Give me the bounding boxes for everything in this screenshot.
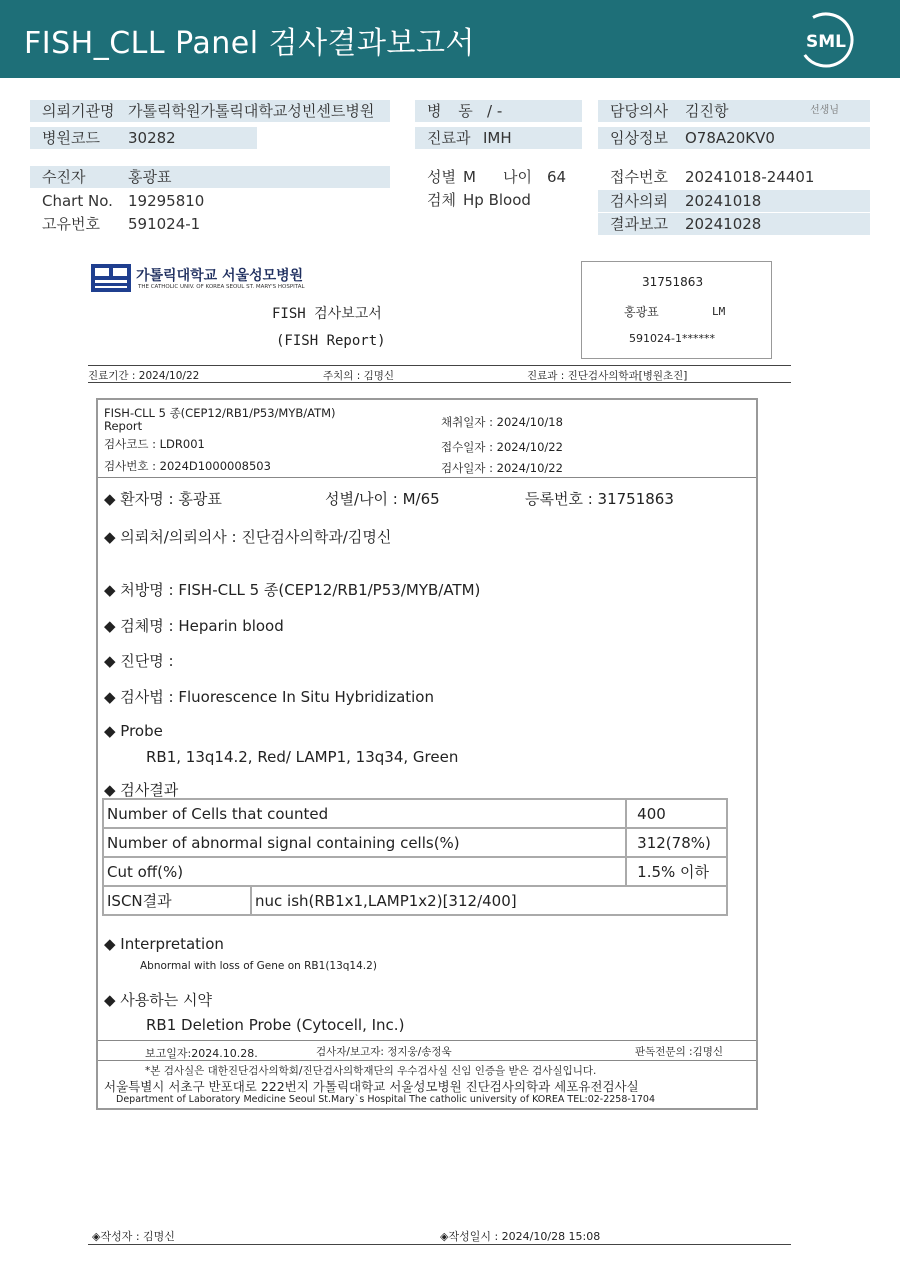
divider (98, 1060, 756, 1061)
method-line: ◆ 검사법 : Fluorescence In Situ Hybridization (104, 688, 434, 706)
visit-department: 진료과 : 진단검사의학과[병원초진] (527, 370, 688, 382)
registration-line: 등록번호 : 31751863 (525, 490, 674, 508)
test-name: FISH-CLL 5 종(CEP12/RB1/P53/MYB/ATM) (104, 406, 336, 420)
doctor-field: 담당의사 김진항 선생님 (598, 100, 870, 122)
interpretation-value: Abnormal with loss of Gene on RB1(13q14.2) (140, 960, 377, 972)
table-row: Cut off(%) 1.5% 이하 (103, 857, 727, 886)
test-code: 검사코드 : LDR001 (104, 437, 205, 451)
exam-date: 검사일자 : 2024/10/22 (441, 461, 563, 475)
institution-field: 의뢰기관명 가톨릭학원가톨릭대학교성빈센트병원 (30, 100, 390, 122)
divider (98, 1040, 756, 1041)
lab-address: 서울특별시 서초구 반포대로 222번지 가톨릭대학교 서울성모병원 진단검사의학과 세포유전검사실 (104, 1079, 639, 1094)
hospital-name-en: THE CATHOLIC UNIV. OF KOREA SEOUL ST. MARY'S HOSPITAL (138, 284, 305, 290)
specimen-field: 검체 Hp Blood (427, 191, 531, 209)
divider (98, 477, 756, 478)
receipt-no-field: 접수번호 20241018-24401 (610, 168, 815, 186)
page-title: FISH_CLL Panel 검사결과보고서 (24, 26, 475, 61)
result-table (102, 798, 728, 916)
written-date: ◈작성일시 : 2024/10/28 15:08 (440, 1230, 601, 1243)
test-no: 검사번호 : 2024D1000008503 (104, 459, 271, 473)
interpretation-label: ◆ Interpretation (104, 935, 224, 953)
collect-date: 채취일자 : 2024/10/18 (441, 415, 563, 429)
table-row: Number of abnormal signal containing cells(%) 312(78%) (103, 828, 727, 857)
lab-department-en: Department of Laboratory Medicine Seoul St.Mary`s Hospital The catholic university of KOREA TEL:02-2258-1704 (116, 1094, 656, 1105)
sex-age-field: 성별 M 나이 64 (427, 168, 567, 186)
report-date-field: 결과보고 20241028 (598, 213, 870, 235)
footer-examiner: 검사자/보고자: 정지웅/송정욱 (316, 1046, 452, 1058)
report-title-ko: FISH 검사보고서 (272, 306, 382, 322)
divider (88, 382, 791, 383)
department-field: 진료과 IMH (415, 127, 582, 149)
table-row: ISCN결과 nuc ish(RB1x1,LAMP1x2)[312/400] (103, 886, 727, 915)
footer-specialist: 판독전문의 :김명신 (635, 1046, 724, 1058)
test-name-2: Report (104, 419, 143, 433)
sml-logo-icon (798, 12, 854, 68)
report-title-en: (FISH Report) (276, 333, 386, 349)
reagent-label: ◆ 사용하는 시약 (104, 991, 213, 1009)
receipt-date: 접수일자 : 2024/10/22 (441, 440, 563, 454)
ward-field: 병 동 / - (415, 100, 582, 122)
table-row: Number of Cells that counted 400 (103, 799, 727, 828)
divider (88, 365, 791, 366)
patient-field: 수진자 홍광표 (30, 166, 390, 188)
hospital-name: 가톨릭대학교 서울성모병원 (136, 268, 304, 284)
specimen-line: ◆ 검체명 : Heparin blood (104, 617, 284, 635)
diagnosis-line: ◆ 진단명 : (104, 652, 174, 670)
page-header (0, 0, 900, 78)
prescription-line: ◆ 처방명 : FISH-CLL 5 종(CEP12/RB1/P53/MYB/ATM) (104, 581, 481, 599)
result-label: ◆ 검사결과 (104, 781, 179, 799)
request-date-field: 검사의뢰 20241018 (598, 190, 870, 212)
reagent-value: RB1 Deletion Probe (Cytocell, Inc.) (146, 1016, 405, 1034)
patient-id-box: 31751863 홍광표 LM 591024-1****** (581, 261, 772, 359)
probe-value: RB1, 13q14.2, Red/ LAMP1, 13q34, Green (146, 748, 459, 766)
divider (88, 1244, 791, 1245)
unique-no-field: 고유번호 591024-1 (42, 215, 201, 233)
clinical-info-field: 임상정보 O78A20KV0 (598, 127, 870, 149)
footer-report-date: 보고일자:2024.10.28. (145, 1047, 258, 1060)
attending-doctor: 주치의 : 김명신 (323, 370, 395, 382)
certification-note: *본 검사실은 대한진단검사의학회/진단검사의학재단의 우수검사실 신임 인증을 받은 검사실입니다. (145, 1065, 597, 1077)
chart-no-field: Chart No. 19295810 (42, 192, 205, 210)
hospital-code-field: 병원코드 30282 (30, 127, 257, 149)
sex-age-line: 성별/나이 : M/65 (325, 490, 440, 508)
probe-label: ◆ Probe (104, 722, 163, 740)
hospital-logo-icon (91, 264, 131, 292)
visit-period: 진료기간 : 2024/10/22 (88, 370, 200, 382)
author: ◈작성자 : 김명신 (92, 1230, 175, 1243)
patient-name-line: ◆ 환자명 : 홍광표 (104, 490, 222, 508)
referrer-line: ◆ 의뢰처/의뢰의사 : 진단검사의학과/김명신 (104, 528, 392, 546)
svg-text:SML: SML (806, 32, 846, 52)
